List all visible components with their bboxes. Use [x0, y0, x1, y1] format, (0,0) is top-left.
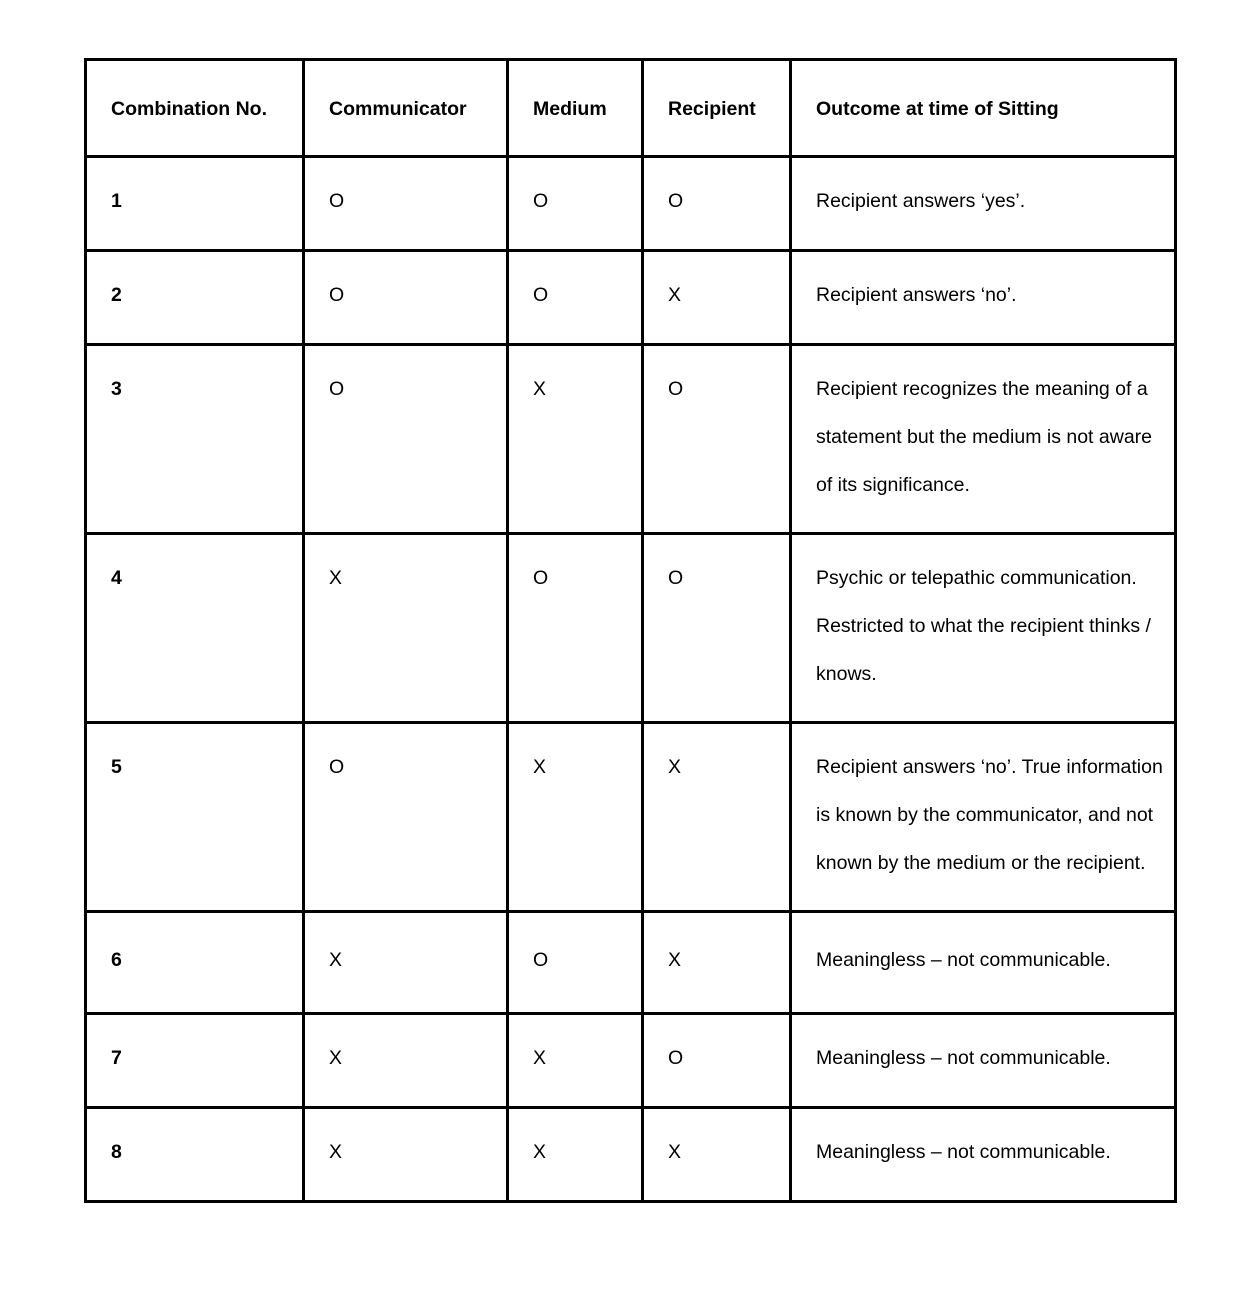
- cell-recipient: O: [643, 345, 791, 534]
- cell-communicator: O: [304, 157, 508, 251]
- header-medium: Medium: [508, 60, 643, 157]
- cell-outcome: Recipient answers ‘yes’.: [791, 157, 1176, 251]
- cell-medium: O: [508, 534, 643, 723]
- cell-medium: X: [508, 345, 643, 534]
- cell-outcome: Meaningless – not communicable.: [791, 1108, 1176, 1202]
- cell-communicator: O: [304, 251, 508, 345]
- cell-combination-no: 5: [86, 723, 304, 912]
- cell-medium: X: [508, 1108, 643, 1202]
- cell-outcome: Recipient answers ‘no’.: [791, 251, 1176, 345]
- table-row: [86, 912, 1176, 1014]
- table-row: [86, 1014, 1176, 1108]
- table-row: [86, 157, 1176, 251]
- combination-table: [84, 58, 1177, 1203]
- cell-recipient: O: [643, 157, 791, 251]
- cell-combination-no: 1: [86, 157, 304, 251]
- cell-combination-no: 6: [86, 912, 304, 1014]
- header-row: [86, 60, 1176, 157]
- cell-recipient: X: [643, 723, 791, 912]
- table-row: [86, 723, 1176, 912]
- table-row: [86, 345, 1176, 534]
- cell-combination-no: 3: [86, 345, 304, 534]
- cell-medium: O: [508, 912, 643, 1014]
- cell-outcome: Psychic or telepathic communication. Restricted to what the recipient thinks / knows.: [791, 534, 1176, 723]
- cell-recipient: X: [643, 912, 791, 1014]
- header-combination-no: Combination No.: [86, 60, 304, 157]
- cell-medium: X: [508, 1014, 643, 1108]
- table-row: [86, 534, 1176, 723]
- cell-communicator: X: [304, 1108, 508, 1202]
- cell-medium: O: [508, 157, 643, 251]
- cell-outcome: Recipient recognizes the meaning of a statement but the medium is not aware of its significance.: [791, 345, 1176, 534]
- cell-communicator: X: [304, 912, 508, 1014]
- cell-communicator: X: [304, 1014, 508, 1108]
- cell-outcome: Meaningless – not communicable.: [791, 1014, 1176, 1108]
- cell-communicator: X: [304, 534, 508, 723]
- cell-recipient: O: [643, 1014, 791, 1108]
- cell-medium: O: [508, 251, 643, 345]
- cell-recipient: O: [643, 534, 791, 723]
- table-row: [86, 1108, 1176, 1202]
- table-row: [86, 251, 1176, 345]
- cell-communicator: O: [304, 345, 508, 534]
- cell-combination-no: 8: [86, 1108, 304, 1202]
- cell-recipient: X: [643, 251, 791, 345]
- cell-combination-no: 4: [86, 534, 304, 723]
- header-communicator: Communicator: [304, 60, 508, 157]
- cell-outcome: Meaningless – not communicable.: [791, 912, 1176, 1014]
- cell-medium: X: [508, 723, 643, 912]
- cell-communicator: O: [304, 723, 508, 912]
- cell-combination-no: 2: [86, 251, 304, 345]
- header-recipient: Recipient: [643, 60, 791, 157]
- cell-recipient: X: [643, 1108, 791, 1202]
- header-outcome: Outcome at time of Sitting: [791, 60, 1176, 157]
- cell-outcome: Recipient answers ‘no’. True information is known by the communicator, and not known by the medium or the recipient.: [791, 723, 1176, 912]
- cell-combination-no: 7: [86, 1014, 304, 1108]
